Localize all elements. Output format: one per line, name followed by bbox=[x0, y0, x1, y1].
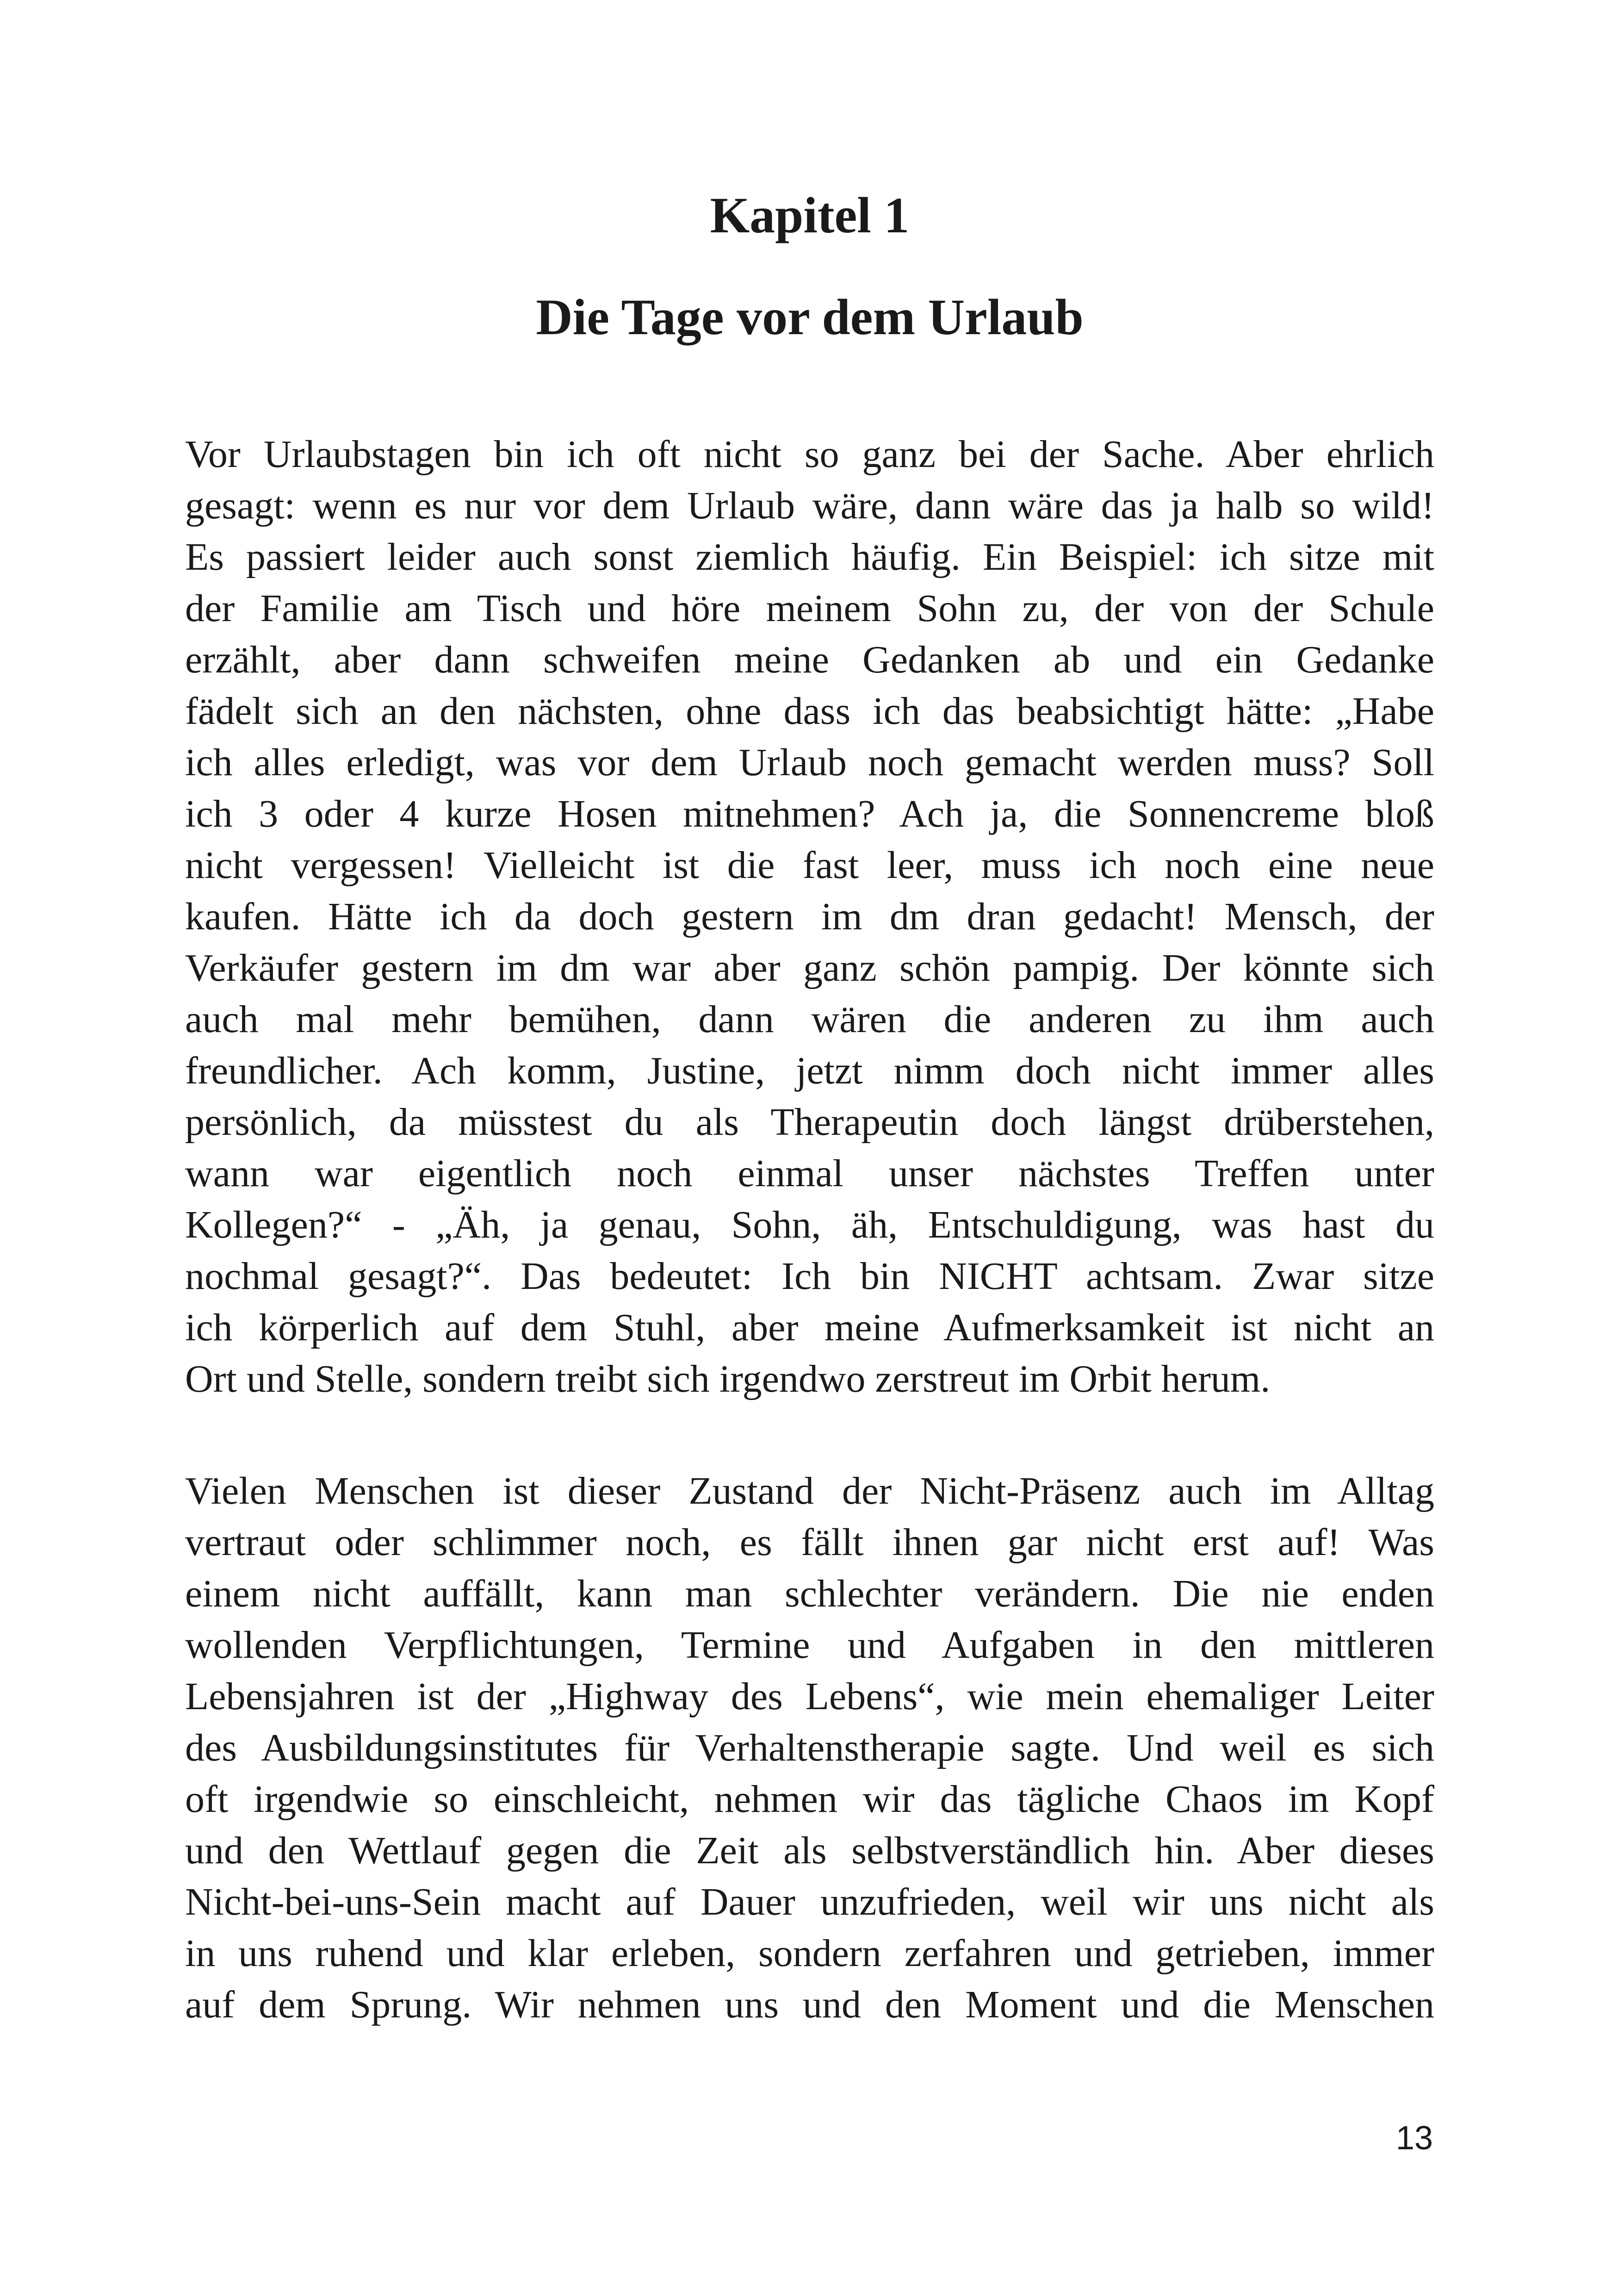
text-line: nicht vergessen! Vielleicht ist die fast leer, muss ich noch eine neue bbox=[185, 844, 1434, 887]
text-line: des Ausbildungsinstitutes für Verhaltenstherapie sagte. Und weil es sich bbox=[185, 1726, 1434, 1769]
page-number: 13 bbox=[1395, 2120, 1433, 2157]
text-line: ich 3 oder 4 kurze Hosen mitnehmen? Ach ja, die Sonnencreme bloß bbox=[185, 792, 1434, 835]
text-line: auch mal mehr bemühen, dann wären die anderen zu ihm auch bbox=[185, 998, 1434, 1041]
text-line: vertraut oder schlimmer noch, es fällt ihnen gar nicht erst auf! Was bbox=[185, 1521, 1434, 1564]
chapter-title: Die Tage vor dem Urlaub bbox=[536, 289, 1084, 345]
text-line: in uns ruhend und klar erleben, sondern zerfahren und getrieben, immer bbox=[185, 1932, 1434, 1975]
text-line: Verkäufer gestern im dm war aber ganz schön pampig. Der könnte sich bbox=[185, 946, 1434, 989]
paragraph-1 bbox=[185, 429, 1434, 1405]
text-line: Es passiert leider auch sonst ziemlich häufig. Ein Beispiel: ich sitze mit bbox=[185, 535, 1434, 579]
text-line: wann war eigentlich noch einmal unser nächstes Treffen unter bbox=[185, 1152, 1434, 1195]
text-line: einem nicht auffällt, kann man schlechter verändern. Die nie enden bbox=[185, 1572, 1434, 1615]
text-line: der Familie am Tisch und höre meinem Sohn zu, der von der Schule bbox=[185, 587, 1434, 630]
text-line: freundlicher. Ach komm, Justine, jetzt nimm doch nicht immer alles bbox=[185, 1049, 1434, 1092]
text-line: ich alles erledigt, was vor dem Urlaub noch gemacht werden muss? Soll bbox=[185, 741, 1434, 784]
text-line: auf dem Sprung. Wir nehmen uns und den Moment und die Menschen bbox=[185, 1983, 1434, 2026]
text-line: fädelt sich an den nächsten, ohne dass ich das beabsichtigt hätte: „Habe bbox=[185, 690, 1434, 733]
text-line: Lebensjahren ist der „Highway des Lebens“, wie mein ehemaliger Leiter bbox=[185, 1675, 1434, 1718]
text-line: Kollegen?“ - „Äh, ja genau, Sohn, äh, Entschuldigung, was hast du bbox=[185, 1203, 1434, 1246]
text-line: gesagt: wenn es nur vor dem Urlaub wäre, dann wäre das ja halb so wild! bbox=[185, 484, 1434, 527]
text-line: erzählt, aber dann schweifen meine Gedanken ab und ein Gedanke bbox=[185, 638, 1434, 681]
text-line: Ort und Stelle, sondern treibt sich irgendwo zerstreut im Orbit herum. bbox=[185, 1357, 1271, 1400]
chapter-number: Kapitel 1 bbox=[710, 187, 910, 243]
text-line: oft irgendwie so einschleicht, nehmen wir das tägliche Chaos im Kopf bbox=[185, 1778, 1434, 1821]
text-line: Vielen Menschen ist dieser Zustand der Nicht-Präsenz auch im Alltag bbox=[185, 1469, 1434, 1512]
paragraph-2 bbox=[185, 1465, 1434, 2030]
text-line: Vor Urlaubstagen bin ich oft nicht so ganz bei der Sache. Aber ehrlich bbox=[185, 433, 1434, 476]
text-line: wollenden Verpflichtungen, Termine und Aufgaben in den mittleren bbox=[185, 1624, 1434, 1667]
text-line: persönlich, da müsstest du als Therapeutin doch längst drüberstehen, bbox=[185, 1101, 1434, 1144]
text-line: nochmal gesagt?“. Das bedeutet: Ich bin NICHT achtsam. Zwar sitze bbox=[185, 1255, 1434, 1298]
text-line: kaufen. Hätte ich da doch gestern im dm dran gedacht! Mensch, der bbox=[185, 895, 1434, 938]
text-line: und den Wettlauf gegen die Zeit als selbstverständlich hin. Aber dieses bbox=[185, 1829, 1434, 1872]
text-line: ich körperlich auf dem Stuhl, aber meine Aufmerksamkeit ist nicht an bbox=[185, 1306, 1434, 1349]
text-line: Nicht-bei-uns-Sein macht auf Dauer unzufrieden, weil wir uns nicht als bbox=[185, 1880, 1434, 1923]
